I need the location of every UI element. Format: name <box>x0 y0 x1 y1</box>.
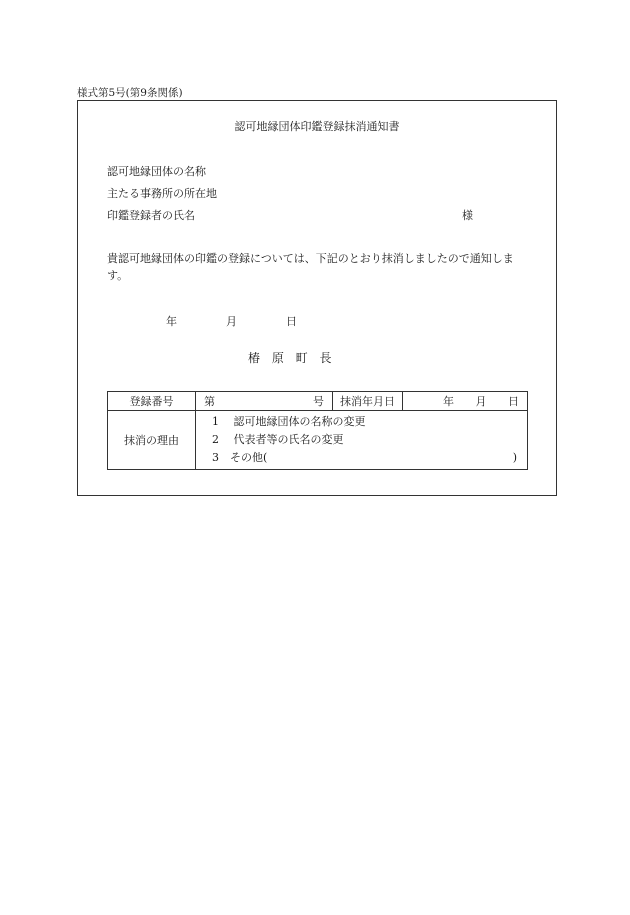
cancel-date-month: 月 <box>475 395 487 408</box>
date-day: 日 <box>286 315 297 328</box>
reason-item <box>212 431 511 449</box>
reasons-cell <box>196 411 528 470</box>
honorific-sama: 様 <box>462 209 473 222</box>
office-location-label: 主たる事務所の所在地 <box>107 187 217 200</box>
notice-form-frame <box>77 100 557 496</box>
org-name-label: 認可地縁団体の名称 <box>107 165 206 178</box>
reason-item <box>212 449 517 467</box>
cancel-date-year: 年 <box>443 395 454 408</box>
cancel-date-cell <box>403 392 528 411</box>
reason-number: 1 <box>212 415 219 428</box>
form-number: 様式第5号(第9条関係) <box>77 87 183 99</box>
registrant-name-label: 印鑑登録者の氏名 <box>107 209 195 222</box>
reason-number: 2 <box>212 433 219 446</box>
reason-text: 代表者等の氏名の変更 <box>233 433 344 446</box>
reason-label: 抹消の理由 <box>108 411 196 470</box>
reason-close-paren: ) <box>512 451 517 464</box>
number-prefix: 第 <box>204 395 215 408</box>
notice-body-text: 貴認可地縁団体の印鑑の登録については、下記のとおり抹消しましたので通知します。 <box>107 252 514 282</box>
reason-number: 3 <box>212 451 219 464</box>
registration-number-label: 登録番号 <box>108 392 196 411</box>
cancel-date-label: 抹消年月日 <box>333 392 403 411</box>
reason-text: その他( <box>230 451 268 464</box>
table-row <box>108 392 528 411</box>
registration-number-cell <box>196 392 333 411</box>
document-title: 認可地縁団体印鑑登録抹消通知書 <box>234 120 400 133</box>
number-suffix: 号 <box>313 395 324 408</box>
date-year: 年 <box>166 315 177 328</box>
cancellation-table <box>107 391 528 470</box>
reason-text: 認可地縁団体の名称の変更 <box>233 415 366 428</box>
date-month: 月 <box>226 315 237 328</box>
reason-item <box>212 413 511 431</box>
issuer-mayor: 椿 原 町 長 <box>248 351 336 365</box>
table-row <box>108 411 528 470</box>
cancel-date-day: 日 <box>508 395 519 408</box>
